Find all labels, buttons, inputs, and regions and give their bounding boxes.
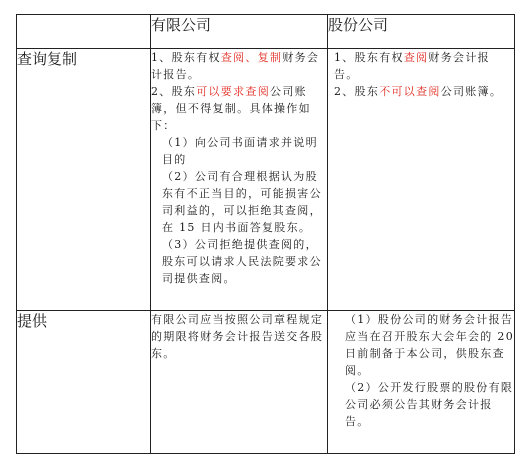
query-joint-stock-item-1-text-c: 财务会计报告。 [334, 51, 490, 81]
comparison-table [16, 14, 515, 454]
query-joint-stock-item-2-text-a: 2、股东 [334, 85, 380, 98]
header-row [17, 15, 515, 49]
row-label-provide: 提供 [17, 311, 151, 454]
provide-limited-cell [151, 311, 328, 454]
query-limited-item-1-text-c: 财务会计报告。 [151, 51, 320, 81]
comparison-sheet [16, 14, 514, 453]
provide-row [17, 311, 515, 454]
query-joint-stock-item-2-highlight: 不可以查阅 [379, 85, 441, 98]
query-copy-row [17, 49, 515, 311]
query-limited-item-1 [151, 49, 327, 83]
provide-limited-text: 有限公司应当按照公司章程规定的期限将财务会计报告送交各股东。 [151, 313, 324, 360]
query-limited-item-1-text-a: 1、股东有权 [151, 51, 221, 64]
query-limited-item-1-highlight: 查阅、复制 [220, 51, 283, 64]
query-joint-stock-item-1-highlight: 查阅 [403, 51, 429, 64]
provide-joint-stock-item-2: （2）公开发行股票的股份有限公司必须公告其财务会计报告。 [345, 381, 514, 428]
query-limited-sub-2: （2）公司有合理根据认为股东有不正当目的，可能损害公司利益的，可以拒绝其查阅，在 15 日内书面答复股东。 [162, 170, 322, 234]
header-joint-stock-company: 股份公司 [328, 15, 515, 49]
query-joint-stock-cell [328, 49, 515, 311]
query-limited-item-2-text-c: 公司账簿，但不得复制。具体操作如下： [151, 85, 311, 132]
row-label-query-copy: 查询复制 [17, 49, 151, 311]
query-limited-item-2 [151, 83, 327, 134]
query-limited-sub-3: （3）公司拒绝提供查阅的，股东可以请求人民法院要求公司提供查阅。 [162, 238, 322, 285]
query-joint-stock-item-2-text-c: 公司账簿。 [440, 85, 503, 98]
query-limited-sub-1: （1）向公司书面请求并说明目的 [162, 136, 318, 166]
query-joint-stock-item-2 [334, 83, 514, 100]
query-joint-stock-item-1 [334, 49, 514, 83]
provide-joint-stock-item-1: （1）股份公司的财务会计报告应当在召开股东大会年会的 20 日前制备于本公司，供股东查阅。 [345, 313, 514, 377]
query-limited-cell [151, 49, 328, 311]
query-limited-item-2-text-a: 2、股东 [151, 85, 197, 98]
provide-joint-stock-cell [328, 311, 515, 454]
corner-cell [17, 15, 151, 49]
header-limited-company: 有限公司 [151, 15, 328, 49]
query-limited-item-2-highlight: 可以要求查阅 [196, 85, 271, 98]
query-joint-stock-item-1-text-a: 1、股东有权 [334, 51, 404, 64]
